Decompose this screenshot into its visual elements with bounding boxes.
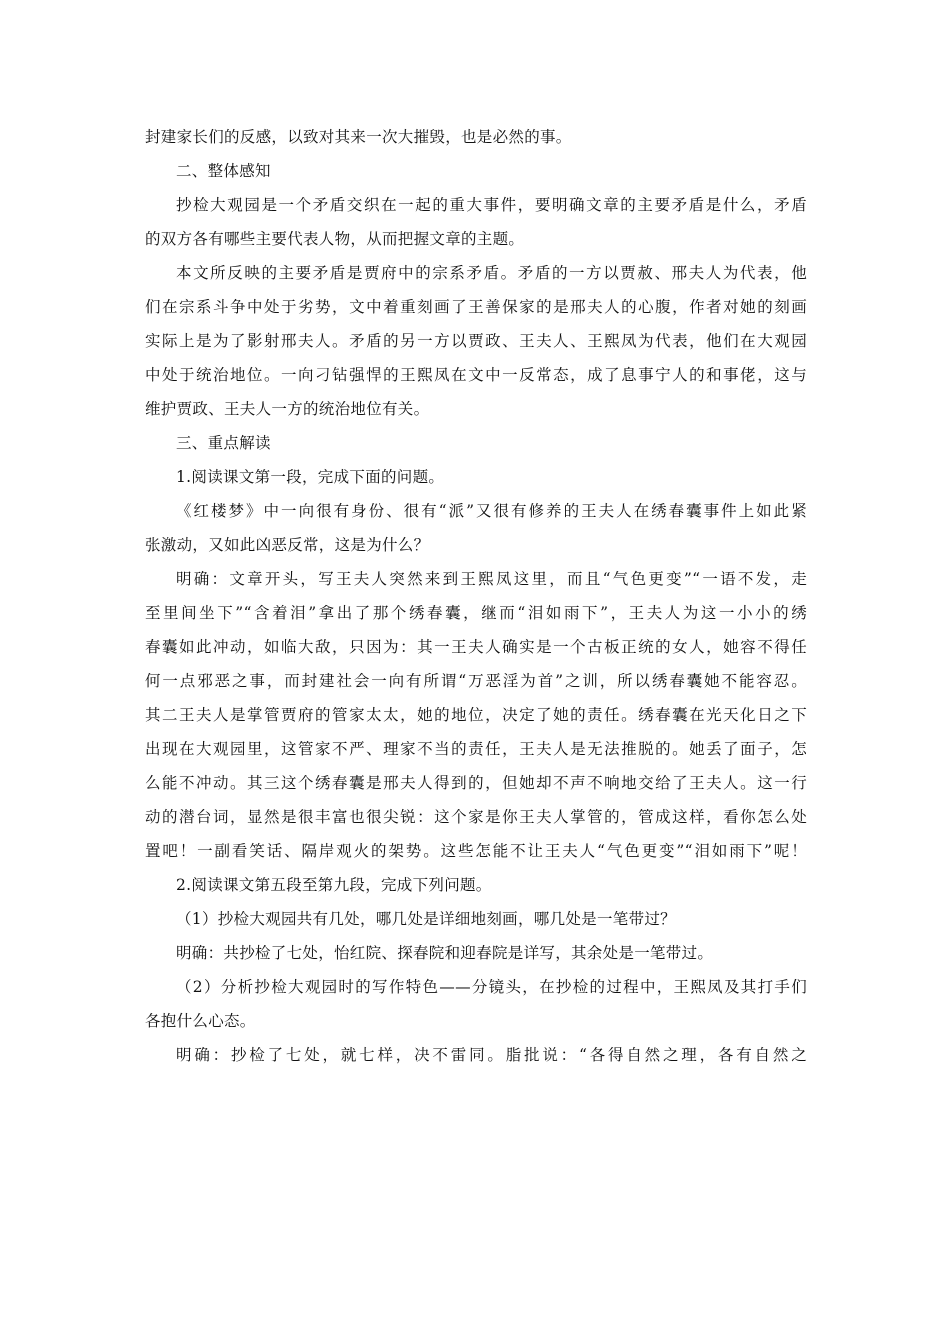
text-line: 明确：文章开头，写王夫人突然来到王熙凤这里，而且“气色更变”“一语不发，走 [176, 570, 807, 588]
text-line: 本文所反映的主要矛盾是贾府中的宗系矛盾。矛盾的一方以贾赦、邢夫人为代表，他 [176, 264, 807, 282]
text-line: 1.阅读课文第一段，完成下面的问题。 [176, 468, 445, 486]
text-line: 明确：共抄检了七处，怡红院、探春院和迎春院是详写，其余处是一笔带过。 [176, 944, 714, 962]
text-line: 么能不冲动。其三这个绣春囊是邢夫人得到的，但她却不声不响地交给了王夫人。这一行 [145, 774, 807, 792]
text-line: 动的潜台词，显然是很丰富也很尖锐：这个家是你王夫人掌管的，管成这样，看你怎么处 [145, 808, 807, 826]
text-line: 明确：抄检了七处，就七样，决不雷同。脂批说：“各得自然之理，各有自然之 [176, 1046, 807, 1064]
text-line: 二、整体感知 [176, 162, 271, 180]
text-line: 张激动，又如此凶恶反常，这是为什么？ [145, 536, 430, 554]
text-line: 的双方各有哪些主要代表人物，从而把握文章的主题。 [145, 230, 525, 248]
text-line: 何一点邪恶之事，而封建社会一向有所谓“万恶淫为首”之训，所以绣春囊她不能容忍。 [145, 672, 807, 690]
text-line: （1）抄检大观园共有几处，哪几处是详细地刻画，哪几处是一笔带过？ [176, 910, 676, 928]
text-line: 其二王夫人是掌管贾府的管家太太，她的地位，决定了她的责任。绣春囊在光天化日之下 [145, 706, 807, 724]
text-line: （2）分析抄检大观园时的写作特色——分镜头，在抄检的过程中，王熙凤及其打手们 [176, 978, 807, 996]
text-line: 实际上是为了影射邢夫人。矛盾的另一方以贾政、王夫人、王熙凤为代表，他们在大观园 [145, 332, 807, 350]
text-line: 抄检大观园是一个矛盾交织在一起的重大事件，要明确文章的主要矛盾是什么，矛盾 [176, 196, 807, 214]
text-line: 《红楼梦》中一向很有身份、很有“派”又很有修养的王夫人在绣春囊事件上如此紧 [176, 502, 807, 520]
text-line: 至里间坐下”“含着泪”拿出了那个绣春囊，继而“泪如雨下”，王夫人为这一小小的绣 [145, 604, 807, 622]
text-line: 维护贾政、王夫人一方的统治地位有关。 [145, 400, 430, 418]
text-line: 中处于统治地位。一向刁钻强悍的王熙凤在文中一反常态，成了息事宁人的和事佬，这与 [145, 366, 807, 384]
text-line: 置吧！一副看笑话、隔岸观火的架势。这些怎能不让王夫人“气色更变”“泪如雨下”呢！ [145, 842, 807, 860]
text-line: 2.阅读课文第五段至第九段，完成下列问题。 [176, 876, 492, 894]
text-line: 们在宗系斗争中处于劣势，文中着重刻画了王善保家的是邢夫人的心腹，作者对她的刻画 [145, 298, 807, 316]
text-line: 春囊如此冲动，如临大敌，只因为：其一王夫人确实是一个古板正统的女人，她容不得任 [145, 638, 807, 656]
document-body [145, 120, 807, 1072]
text-line: 三、重点解读 [176, 434, 271, 452]
text-line: 出现在大观园里，这管家不严、理家不当的责任，王夫人是无法推脱的。她丢了面子，怎 [145, 740, 807, 758]
text-line: 封建家长们的反感，以致对其来一次大摧毁，也是必然的事。 [145, 128, 572, 146]
text-line: 各抱什么心态。 [145, 1012, 256, 1030]
